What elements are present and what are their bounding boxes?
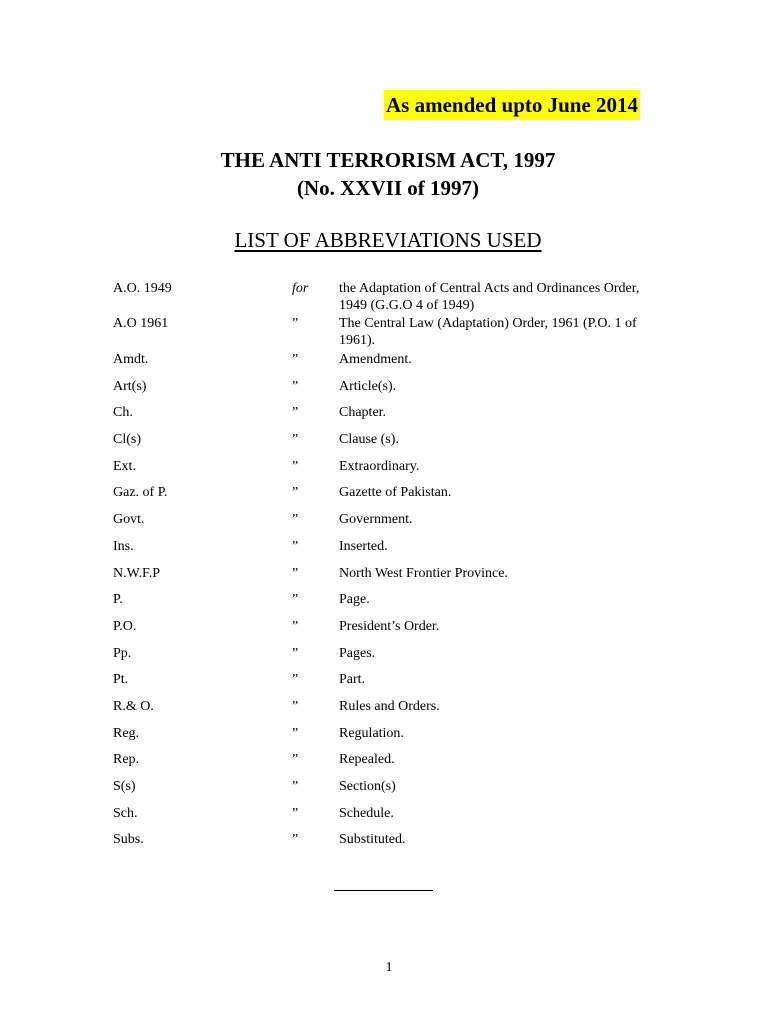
abbreviation-row bbox=[113, 751, 673, 778]
abbreviation-term: Subs. bbox=[113, 832, 144, 848]
abbreviation-separator: ” bbox=[292, 725, 299, 741]
abbreviation-separator: ” bbox=[292, 458, 299, 474]
abbreviation-term: Sch. bbox=[113, 805, 138, 821]
abbreviation-definition: Substituted. bbox=[339, 832, 406, 848]
abbreviation-term: Rep. bbox=[113, 752, 140, 768]
abbreviation-row bbox=[113, 618, 673, 645]
abbreviation-term: N.W.F.P bbox=[113, 565, 160, 581]
abbreviation-row bbox=[113, 538, 673, 565]
abbreviation-term: A.O 1961 bbox=[113, 316, 169, 331]
abbreviation-term: R.& O. bbox=[113, 698, 154, 714]
abbreviation-separator: ” bbox=[292, 316, 299, 331]
abbreviation-definition: Article(s). bbox=[339, 378, 397, 394]
abbreviation-separator: for bbox=[292, 281, 309, 296]
amended-note: As amended upto June 2014 bbox=[384, 90, 640, 120]
abbreviation-row bbox=[113, 404, 673, 431]
abbreviation-term: P. bbox=[113, 592, 123, 608]
abbreviations-heading: LIST OF ABBREVIATIONS USED bbox=[234, 228, 542, 252]
abbreviation-separator: ” bbox=[292, 645, 299, 661]
abbreviation-definition: Part. bbox=[339, 672, 366, 688]
abbreviation-row bbox=[113, 378, 673, 405]
abbreviation-separator: ” bbox=[292, 432, 299, 448]
abbreviation-separator: ” bbox=[292, 405, 299, 421]
abbreviation-row bbox=[113, 725, 673, 752]
abbreviation-row bbox=[113, 831, 673, 858]
abbreviation-separator: ” bbox=[292, 592, 299, 608]
abbreviation-separator: ” bbox=[292, 565, 299, 581]
abbreviation-term: Ch. bbox=[113, 405, 133, 421]
abbreviation-separator: ” bbox=[292, 538, 299, 554]
abbreviation-separator: ” bbox=[292, 832, 299, 848]
abbreviation-term: Cl(s) bbox=[113, 432, 141, 448]
abbreviation-row bbox=[113, 805, 673, 832]
abbreviation-definition: The Central Law (Adaptation) Order, 1961 (P.O. 1 of 1961). bbox=[339, 316, 637, 348]
abbreviation-separator: ” bbox=[292, 485, 299, 501]
abbreviation-definition: Gazette of Pakistan. bbox=[339, 485, 452, 501]
abbreviation-separator: ” bbox=[292, 752, 299, 768]
abbreviation-term: Pp. bbox=[113, 645, 132, 661]
abbreviations-list bbox=[113, 280, 673, 858]
abbreviation-term: Art(s) bbox=[113, 378, 147, 394]
abbreviation-definition: Amendment. bbox=[339, 352, 412, 367]
abbreviation-row bbox=[113, 315, 673, 351]
abbreviation-separator: ” bbox=[292, 618, 299, 634]
abbreviation-row bbox=[113, 280, 673, 315]
abbreviation-term: P.O. bbox=[113, 618, 137, 634]
abbreviation-definition: President’s Order. bbox=[339, 618, 440, 634]
abbreviation-definition: Pages. bbox=[339, 645, 376, 661]
abbreviation-term: A.O. 1949 bbox=[113, 281, 172, 296]
abbreviation-term: Gaz. of P. bbox=[113, 485, 168, 501]
page-number: 1 bbox=[385, 960, 393, 975]
abbreviation-row bbox=[113, 591, 673, 618]
abbreviation-definition: Regulation. bbox=[339, 725, 404, 741]
abbreviation-row bbox=[113, 698, 673, 725]
abbreviation-row bbox=[113, 484, 673, 511]
abbreviation-term: S(s) bbox=[113, 779, 136, 794]
abbreviation-definition: Page. bbox=[339, 592, 370, 608]
abbreviation-row bbox=[113, 351, 673, 378]
abbreviation-separator: ” bbox=[292, 779, 299, 794]
abbreviation-separator: ” bbox=[292, 805, 299, 821]
abbreviation-definition: Section(s) bbox=[339, 779, 396, 794]
abbreviation-separator: ” bbox=[292, 352, 299, 367]
abbreviation-term: Ins. bbox=[113, 538, 134, 554]
abbreviation-separator: ” bbox=[292, 698, 299, 714]
abbreviation-row bbox=[113, 778, 673, 805]
act-title: THE ANTI TERRORISM ACT, 1997 bbox=[220, 148, 556, 172]
abbreviation-definition: Inserted. bbox=[339, 538, 388, 554]
abbreviation-row bbox=[113, 645, 673, 672]
abbreviation-row bbox=[113, 511, 673, 538]
abbreviation-definition: Extraordinary. bbox=[339, 458, 420, 474]
abbreviation-row bbox=[113, 565, 673, 592]
abbreviation-definition: the Adaptation of Central Acts and Ordinances Order, 1949 (G.G.O 4 of 1949) bbox=[339, 281, 640, 313]
footnote-divider bbox=[334, 890, 433, 891]
abbreviation-term: Pt. bbox=[113, 672, 129, 688]
abbreviation-definition: Government. bbox=[339, 512, 413, 528]
abbreviation-definition: Repealed. bbox=[339, 752, 395, 768]
abbreviation-definition: North West Frontier Province. bbox=[339, 565, 508, 581]
abbreviation-row bbox=[113, 458, 673, 485]
abbreviation-definition: Schedule. bbox=[339, 805, 394, 821]
abbreviation-term: Reg. bbox=[113, 725, 140, 741]
abbreviation-row bbox=[113, 671, 673, 698]
abbreviation-definition: Clause (s). bbox=[339, 432, 399, 448]
abbreviation-term: Ext. bbox=[113, 458, 136, 474]
abbreviation-separator: ” bbox=[292, 378, 299, 394]
abbreviation-row bbox=[113, 431, 673, 458]
abbreviation-definition: Rules and Orders. bbox=[339, 698, 440, 714]
abbreviation-definition: Chapter. bbox=[339, 405, 387, 421]
abbreviation-separator: ” bbox=[292, 512, 299, 528]
abbreviation-term: Amdt. bbox=[113, 352, 149, 367]
abbreviation-separator: ” bbox=[292, 672, 299, 688]
abbreviation-term: Govt. bbox=[113, 512, 145, 528]
act-number: (No. XXVII of 1997) bbox=[297, 176, 479, 200]
